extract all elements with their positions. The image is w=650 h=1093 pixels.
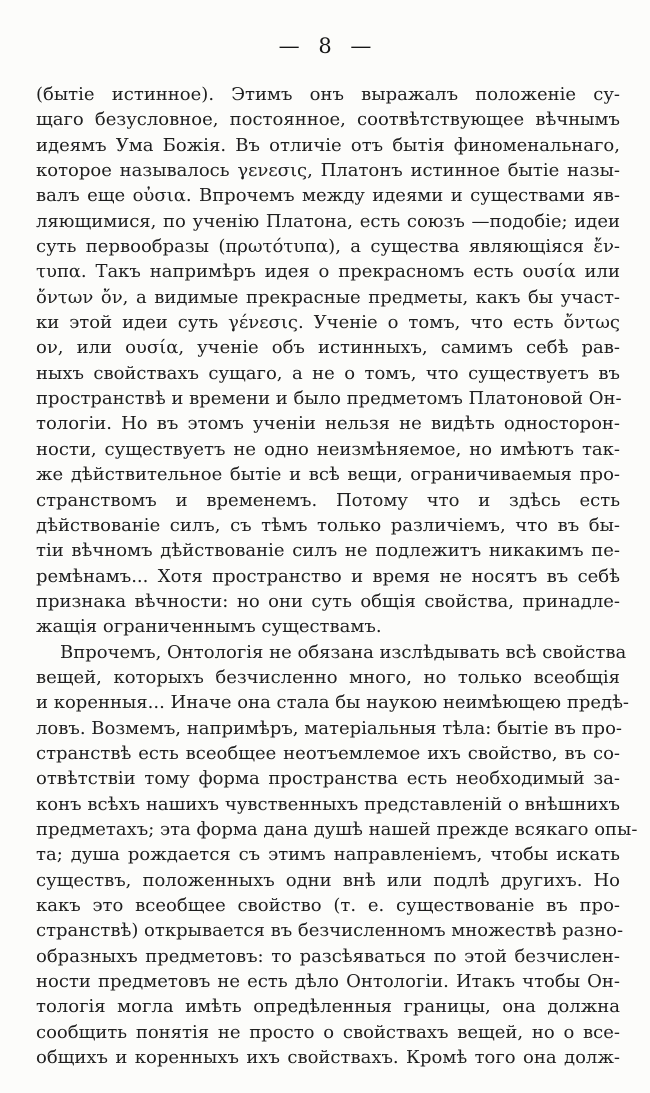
text-line: которое называлось γενεσις, Платонъ истинное бытіе назы- bbox=[36, 160, 620, 182]
text-line: пространствѣ и времени и было предметомъ Платоновой Он- bbox=[36, 388, 622, 410]
text-block bbox=[36, 82, 638, 1070]
text-line: какъ это всеобщее свойство (т. е. существованіе въ про- bbox=[36, 895, 620, 916]
text-line: дѣйствованіе силъ, съ тѣмъ только различіемъ, что въ бы- bbox=[36, 514, 620, 536]
text-line: валъ еще οὐσια. Впрочемъ между идеями и существами яв- bbox=[36, 185, 620, 207]
text-line: щаго безусловное, постоянное, соотвѣтствующее вѣчнымъ bbox=[36, 109, 620, 131]
text-line: идеямъ Ума Божія. Въ отличіе отъ бытія финоменальнаго, bbox=[36, 134, 620, 156]
text-line: ον, или ουσία, ученіе объ истинныхъ, самимъ себѣ рав- bbox=[36, 337, 620, 359]
text-line: отвѣтствіи тому форма пространства есть необходимый за- bbox=[36, 768, 620, 790]
text-line: и коренныя... Иначе она стала бы наукою неимѣющею предѣ- bbox=[36, 692, 630, 714]
text-line: образныхъ предметовъ: то разсѣяваться по этой безчислен- bbox=[36, 945, 620, 967]
text-line: конъ всѣхъ нашихъ чувственныхъ представленій о внѣшнихъ bbox=[36, 793, 620, 815]
text-line: ремѣнамъ... Хотя пространство и время не носятъ въ себѣ bbox=[36, 565, 620, 587]
text-line: странствѣ) открывается въ безчисленномъ множествѣ разно- bbox=[36, 920, 624, 942]
text-line: тологіи. Но въ этомъ ученіи нельзя не видѣть односторон- bbox=[36, 413, 620, 435]
text-line: ности предметовъ не есть дѣло Онтологіи. Итакъ чтобы Он- bbox=[36, 971, 620, 993]
text-line: ности, существуетъ не одно неизмѣняемое, но имѣютъ так- bbox=[36, 438, 620, 460]
text-line: вещей, которыхъ безчисленно много, но только всеобщія bbox=[36, 666, 620, 688]
text-line: предметахъ; эта форма дана душѣ нашей прежде всякаго опы- bbox=[36, 818, 638, 840]
page-number: — 8 — bbox=[278, 34, 378, 58]
text-line: (бытіе истинное). Этимъ онъ выражалъ положеніе су- bbox=[36, 84, 620, 105]
text-line: ляющимися, по ученію Платона, есть союзъ —подобіе; идеи bbox=[36, 210, 620, 232]
text-line: странствомъ и временемъ. Потому что и здѣсь есть bbox=[36, 489, 620, 511]
text-line: же дѣйствительное бытіе и всѣ вещи, ограничиваемыя про- bbox=[36, 464, 620, 486]
text-line: ловъ. Возмемъ, напримѣръ, матеріальныя тѣла: бытіе въ про- bbox=[36, 717, 623, 739]
text-line: ныхъ свойствахъ сущаго, а не о томъ, что существуетъ въ bbox=[36, 362, 620, 384]
text-line: ὄντων ὄν, а видимые прекрасные предметы, какъ бы участ- bbox=[36, 286, 620, 308]
text-line: признака вѣчности: но они суть общія свойства, принадле- bbox=[36, 590, 620, 612]
text-line: τυπα. Такъ напримѣръ идея о прекрасномъ есть ουσία или bbox=[36, 261, 620, 283]
text-line: та; душа рождается съ этимъ направленіемъ, чтобы искать bbox=[36, 844, 620, 866]
text-line: тологія могла имѣть опредѣленныя границы, она должна bbox=[36, 996, 620, 1018]
text-line: сообщить понятія не просто о свойствахъ вещей, но о все- bbox=[36, 1021, 620, 1043]
text-line: жащія ограниченнымъ существамъ. bbox=[36, 616, 382, 638]
text-line: существъ, положенныхъ одни внѣ или подлѣ другихъ. Но bbox=[36, 869, 620, 891]
text-line: суть первообразы (πρωτότυπα), а существа являющіяся ἔν- bbox=[36, 236, 620, 258]
text-line: общихъ и коренныхъ ихъ свойствахъ. Кромѣ того она долж- bbox=[36, 1047, 620, 1069]
text-line: тіи вѣчномъ дѣйствованіе силъ не подлежитъ никакимъ пе- bbox=[36, 540, 620, 562]
text-line: Впрочемъ, Онтологія не обязана изслѣдывать всѣ свойства bbox=[60, 641, 627, 663]
text-line: странствѣ есть всеобщее неотъемлемое ихъ свойство, въ со- bbox=[36, 742, 620, 764]
text-line: ки этой идеи суть γένεσις. Ученіе о томъ, что есть ὄντως bbox=[36, 312, 620, 334]
